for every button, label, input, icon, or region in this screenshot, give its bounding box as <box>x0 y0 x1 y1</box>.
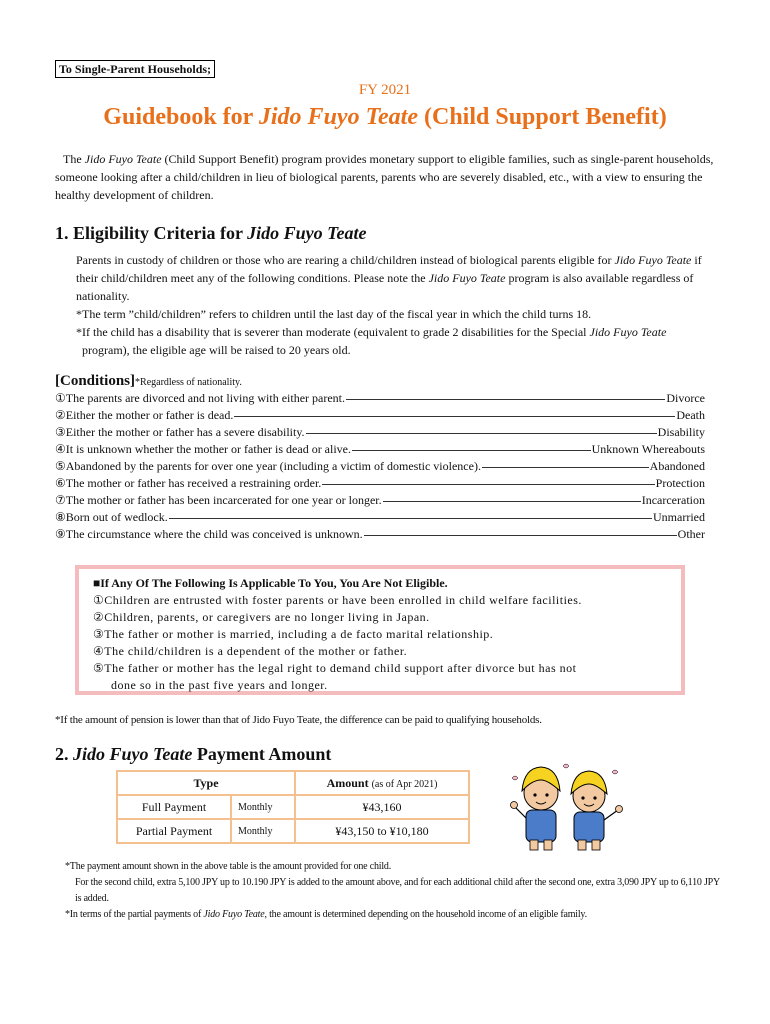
elig-em-1: Jido Fuyo Teate <box>614 253 692 267</box>
condition-item <box>55 492 705 509</box>
conditions-note: *Regardless of nationality. <box>135 377 242 388</box>
intro-em: Jido Fuyo Teate <box>84 152 162 166</box>
payment-note-3-em: Jido Fuyo Teate <box>203 909 265 920</box>
title-emphasis: Jido Fuyo Teate <box>258 104 418 130</box>
section2-heading-suffix: Payment Amount <box>192 744 332 764</box>
section1-heading <box>55 223 366 244</box>
condition-item <box>55 526 705 543</box>
conditions-heading <box>55 372 242 390</box>
row-amount: ¥43,160 <box>295 795 469 819</box>
title-suffix: (Child Support Benefit) <box>418 104 667 130</box>
condition-text: ②Either the mother or father is dead. <box>55 408 234 422</box>
leader-line <box>234 416 675 417</box>
condition-label: Other <box>677 527 705 541</box>
condition-item <box>55 441 705 458</box>
row-type: Full Payment <box>117 795 231 819</box>
intro-pre: The <box>63 152 85 166</box>
table-row <box>117 795 469 819</box>
payment-note-2: For the second child, extra 5,100 JPY up to 10.190 JPY is added to the amount above, and for each additional child after the second one, extra 3,090 JPY up to 6,110 JPY is added. <box>75 877 720 904</box>
section1-heading-prefix: 1. Eligibility Criteria for <box>55 223 248 243</box>
section2-heading-em: Jido Fuyo Teate <box>73 744 193 764</box>
not-eligible-heading: ■If Any Of The Following Is Applicable To You, You Are Not Eligible. <box>93 576 448 590</box>
not-eligible-list <box>93 592 671 677</box>
condition-label: Abandoned <box>649 459 705 473</box>
condition-text: ⑧Born out of wedlock. <box>55 510 168 524</box>
disability-note-em: Jido Fuyo Teate <box>589 325 667 339</box>
row-frequency: Monthly <box>231 795 295 819</box>
section1-heading-em: Jido Fuyo Teate <box>247 223 367 243</box>
condition-item <box>55 424 705 441</box>
eligibility-paragraph <box>76 251 706 305</box>
page-title <box>0 104 770 131</box>
not-eligible-box <box>75 565 685 695</box>
condition-text: ⑨The circumstance where the child was conceived is unknown. <box>55 527 363 541</box>
row-amount: ¥43,150 to ¥10,180 <box>295 819 469 843</box>
condition-text: ④It is unknown whether the mother or father is dead or alive. <box>55 442 352 456</box>
disability-note-b: program), the eligible age will be raised to 20 years old. <box>82 343 351 357</box>
condition-label: Divorce <box>666 391 705 405</box>
payment-note-3-a: *In terms of the partial payments of <box>65 909 204 920</box>
table-header-row <box>117 771 469 795</box>
not-eligible-item: ①Children are entrusted with foster parents or have been enrolled in child welfare facilities. <box>93 593 582 607</box>
condition-item <box>55 407 705 424</box>
condition-item <box>55 390 705 407</box>
children-illustration-icon <box>508 758 628 853</box>
not-eligible-item: ②Children, parents, or caregivers are no longer living in Japan. <box>93 610 430 624</box>
table-row <box>117 819 469 843</box>
section2-heading-prefix: 2. <box>55 744 73 764</box>
not-eligible-item-continuation: done so in the past five years and longer. <box>111 678 328 692</box>
amount-header-label: Amount <box>326 775 369 790</box>
payment-notes <box>65 859 725 923</box>
fiscal-year: FY 2021 <box>358 82 412 98</box>
intro-paragraph <box>55 150 715 204</box>
intro-post: (Child Support Benefit) program provides monetary support to eligible families, such as single-parent households, someone looking after a child/children in lieu of biological parents, parents who are severely disabled, etc., with a view to ensuring the healthy development of children. <box>55 152 714 202</box>
condition-text: ⑥The mother or father has received a restraining order. <box>55 476 322 490</box>
condition-label: Unmarried <box>653 510 705 524</box>
condition-label: Protection <box>655 476 705 490</box>
elig-em-2: Jido Fuyo Teate <box>428 271 506 285</box>
condition-label: Incarceration <box>641 493 705 507</box>
age-note: *The term ”child/children” refers to children until the last day of the fiscal year in which the child turns 18. <box>76 307 592 321</box>
not-eligible-item: ③The father or mother is married, including a de facto marital relationship. <box>93 627 494 641</box>
condition-item <box>55 475 705 492</box>
leader-line <box>306 433 657 434</box>
payment-note-3 <box>65 907 725 923</box>
leader-line <box>346 399 665 400</box>
condition-label: Unknown Whereabouts <box>591 442 705 456</box>
conditions-list <box>55 390 705 543</box>
disability-note-a: *If the child has a disability that is severer than moderate (equivalent to grade 2 disabilities for the Special <box>76 325 590 339</box>
table-header-type: Type <box>117 771 295 795</box>
title-prefix: Guidebook for <box>103 104 259 130</box>
not-eligible-item: ④The child/children is a dependent of the mother or father. <box>93 644 408 658</box>
elig-text-a: Parents in custody of children or those who are rearing a child/children instead of biological parents eligible for <box>76 253 615 267</box>
condition-text: ⑦The mother or father has been incarcerated for one year or longer. <box>55 493 382 507</box>
amount-header-note: (as of Apr 2021) <box>371 778 438 790</box>
payment-note-3-b: , the amount is determined depending on the household income of an eligible family. <box>264 909 587 920</box>
row-type: Partial Payment <box>117 819 231 843</box>
condition-label: Death <box>676 408 705 422</box>
row-frequency: Monthly <box>231 819 295 843</box>
payment-note-1: *The payment amount shown in the above table is the amount provided for one child. <box>65 861 392 872</box>
pension-note: *If the amount of pension is lower than that of Jido Fuyo Teate, the difference can be paid to qualifying households. <box>55 714 542 726</box>
condition-text: ①The parents are divorced and not living with either parent. <box>55 391 345 405</box>
leader-line <box>169 518 652 519</box>
elig-text-c: program is also available regardless of nationality. <box>76 271 694 303</box>
leader-line <box>322 484 654 485</box>
condition-label: Disability <box>657 425 705 439</box>
leader-line <box>364 535 677 536</box>
table-header-amount <box>295 771 469 795</box>
condition-item <box>55 458 705 475</box>
not-eligible-content <box>79 569 681 691</box>
leader-line <box>383 501 641 502</box>
leader-line <box>482 467 649 468</box>
condition-text: ⑤Abandoned by the parents for over one year (including a victim of domestic violence). <box>55 459 481 473</box>
conditions-title: [Conditions] <box>55 373 136 389</box>
leader-line <box>352 450 591 451</box>
payment-table <box>116 770 470 844</box>
not-eligible-item: ⑤The father or mother has the legal right to demand child support after divorce but has not <box>93 661 577 675</box>
section2-heading <box>55 744 331 765</box>
disability-note <box>76 323 706 359</box>
eligibility-body <box>76 251 706 359</box>
audience-label: To Single-Parent Households; <box>55 60 215 78</box>
elig-text-b: if their child/children meet any of the following conditions. Please note the <box>76 253 702 285</box>
condition-item <box>55 509 705 526</box>
condition-text: ③Either the mother or father has a severe disability. <box>55 425 305 439</box>
